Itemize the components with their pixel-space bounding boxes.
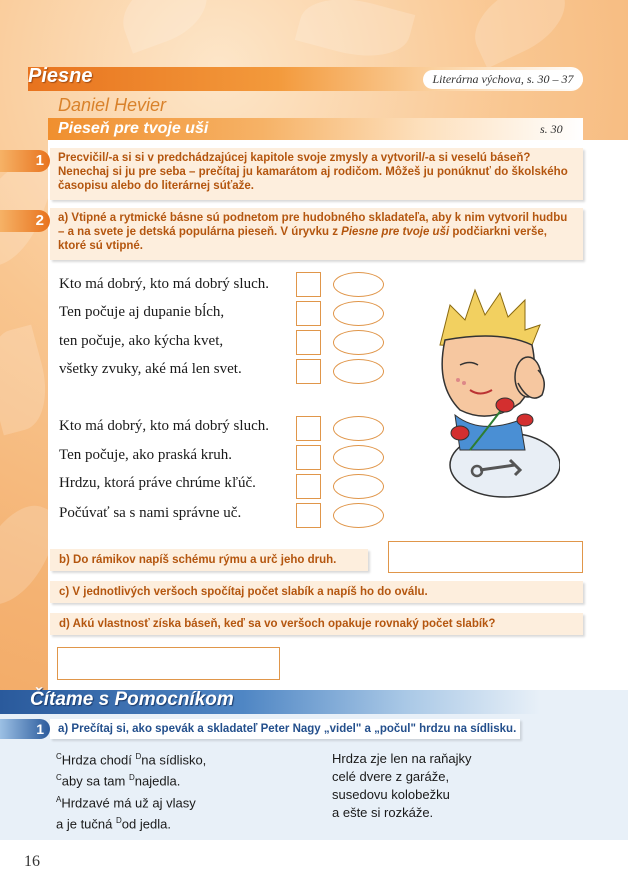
song-line: celé dvere z garáže, — [332, 769, 450, 784]
task-1-text: Precvičil/-a si si v predchádzajúcej kapitole svoje zmysly a vytvoril/-a si veselú báseň? Nenechaj si ju pre seba – prečítaj ju kamarátom aj rodičom. Môžeš ju ponúknuť do školského časopisu alebo do literárnej súťaže. — [58, 152, 568, 192]
task-1-box — [50, 148, 583, 200]
question-d: d) Akú vlastnosť získa báseň, keď sa vo veršoch opakuje rovnaký počet slabík? — [50, 613, 583, 635]
rhyme-box[interactable] — [296, 301, 321, 326]
chord: D — [135, 752, 142, 761]
task-2-poem-name: Piesne pre tvoje uši — [341, 226, 450, 238]
rhyme-box[interactable] — [296, 416, 321, 441]
song-line: $^C$Hrdza chodí $^D$na sídlisko, — [56, 752, 207, 768]
task-number-1: 1 — [0, 150, 50, 172]
song-stanza-left — [56, 748, 206, 833]
task-number-2: 2 — [0, 210, 50, 232]
page-number: 16 — [24, 853, 40, 870]
freckle — [462, 381, 466, 385]
red-flower — [451, 426, 469, 440]
chord: D — [116, 815, 122, 825]
rhyme-box[interactable] — [296, 503, 321, 528]
red-flower — [517, 414, 533, 426]
task-2-box — [50, 208, 583, 260]
rhyme-box[interactable] — [296, 474, 321, 499]
question-c: c) V jednotlivých veršoch spočítaj počet slabík a napíš ho do oválu. — [50, 581, 583, 603]
verse-line: všetky zvuky, aké má len svet. — [59, 361, 242, 377]
chord: C — [56, 752, 62, 761]
verse-line: Ten počuje aj dupanie bĺch, — [59, 304, 225, 320]
citame-title: Čítame s Pomocníkom — [30, 689, 234, 710]
song-line: $^C$aby sa tam $^D$najedla. — [56, 773, 181, 789]
song-line: $^A$Hrdzavé má už aj vlasy — [56, 794, 196, 810]
answer-box-d[interactable] — [57, 647, 280, 680]
boy-listening-illustration — [420, 285, 560, 510]
rhyme-box[interactable] — [296, 272, 321, 297]
citame-task-number: 1 — [0, 719, 50, 739]
syllable-oval[interactable] — [333, 359, 384, 384]
syllable-oval[interactable] — [333, 301, 384, 326]
verse-line: Hrdzu, ktorá práve chrúme kľúč. — [59, 475, 256, 491]
red-flower — [496, 398, 514, 412]
song-line: Hrdza zje len na raňajky — [332, 751, 472, 766]
song-line: a je tučná $^D$od jedla. — [56, 815, 171, 832]
syllable-oval[interactable] — [333, 416, 384, 441]
song-line: susedovu kolobežku — [332, 787, 450, 802]
poem-title: Pieseň pre tvoje uši — [58, 120, 209, 137]
rhyme-box[interactable] — [296, 445, 321, 470]
section-title: Piesne — [28, 65, 93, 87]
poem-page-ref: s. 30 — [540, 122, 563, 136]
syllable-oval[interactable] — [333, 445, 384, 470]
syllable-oval[interactable] — [333, 503, 384, 528]
citame-task: a) Prečítaj si, ako spevák a skladateľ Peter Nagy „videl" a „počul" hrdzu na sídlisku. — [50, 719, 520, 739]
syllable-oval[interactable] — [333, 330, 384, 355]
freckle — [456, 378, 460, 382]
verse-line: Kto má dobrý, kto má dobrý sluch. — [59, 276, 269, 292]
song-stanza-right — [332, 750, 471, 822]
question-b: b) Do rámikov napíš schému rýmu a urč jeho druh. — [50, 549, 368, 571]
task-2-text-b: podčiarkni verše, ktoré sú vtipné. — [58, 226, 547, 252]
syllable-oval[interactable] — [333, 272, 384, 297]
footer-area — [0, 840, 628, 893]
chord: A — [56, 794, 62, 804]
rhyme-box[interactable] — [296, 330, 321, 355]
author-name: Daniel Hevier — [58, 95, 167, 115]
rhyme-box[interactable] — [296, 359, 321, 384]
song-line: a ešte si rozkáže. — [332, 805, 434, 820]
task-2-text-a: a) Vtipné a rytmické básne sú podnetom pre hudobného skladateľa, aby k nim vytvoril hudbu – a na svete je detská populárna pieseň. V úryvku z — [58, 212, 568, 238]
verse-line: Kto má dobrý, kto má dobrý sluch. — [59, 418, 269, 434]
verse-line: Počúvať sa s nami správne uč. — [59, 505, 242, 521]
book-reference: Literárna výchova, s. 30 – 37 — [423, 70, 583, 89]
syllable-oval[interactable] — [333, 474, 384, 499]
chord: C — [56, 773, 62, 783]
verse-line: ten počuje, ako kýcha kvet, — [59, 333, 224, 349]
verse-line: Ten počuje, ako praská kruh. — [59, 447, 233, 463]
answer-box-b[interactable] — [388, 541, 583, 573]
chord: D — [128, 773, 135, 783]
